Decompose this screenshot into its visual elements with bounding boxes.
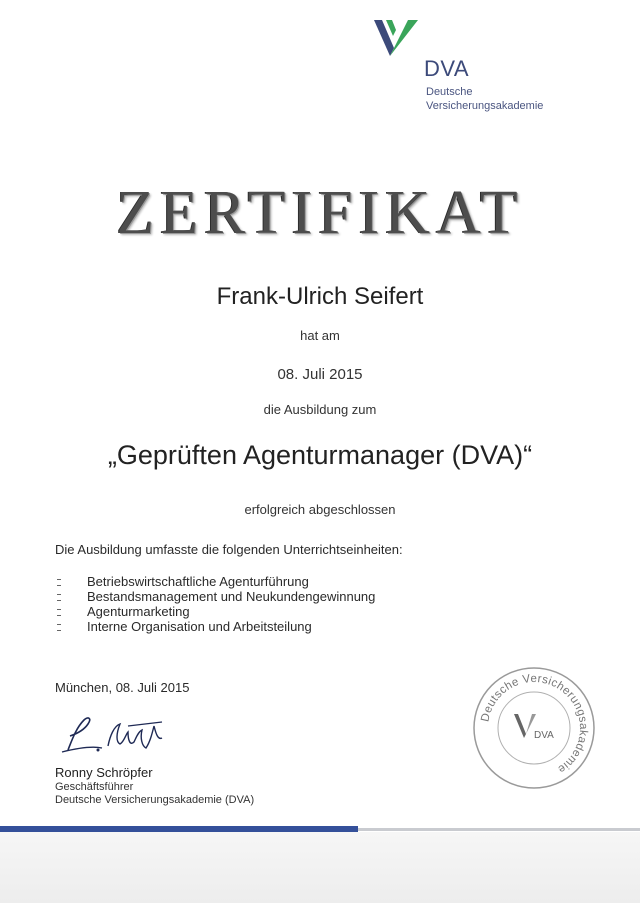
units-list	[55, 574, 375, 634]
footer-rule-gray	[358, 828, 640, 831]
bullet-icon	[57, 624, 61, 631]
unit-label: Betriebswirtschaftliche Agenturführung	[87, 574, 309, 589]
signer-role: Geschäftsführer	[55, 781, 134, 793]
logo-name: DVA	[424, 56, 470, 81]
bullet-icon	[57, 579, 61, 586]
phrase-ausbildung: die Ausbildung zum	[263, 402, 377, 417]
signer-organization: Deutsche Versicherungsakademie (DVA)	[55, 794, 255, 806]
recipient-name: Frank-Ulrich Seifert	[216, 283, 424, 310]
dva-logo	[372, 18, 562, 112]
place-date: München, 08. Juli 2015	[55, 680, 190, 695]
unit-label: Agenturmarketing	[87, 604, 190, 619]
list-item	[55, 589, 375, 604]
dva-v-logo-icon	[372, 18, 420, 60]
logo-subtitle-line1: Deutsche	[426, 86, 473, 98]
dva-stamp-seal	[470, 664, 598, 792]
stamp-center-text: DVA	[534, 730, 554, 741]
phrase-hat-am: hat am	[300, 328, 340, 343]
bullet-icon	[57, 594, 61, 601]
stamp-v-icon	[514, 714, 536, 738]
phrase-completed: erfolgreich abgeschlossen	[244, 502, 396, 517]
certificate-title: ZERTIFIKAT	[116, 179, 524, 247]
list-item	[55, 604, 375, 619]
signer-name: Ronny Schröpfer	[55, 765, 153, 780]
course-title: „Geprüften Agenturmanager (DVA)“	[107, 440, 533, 470]
list-item	[55, 574, 375, 589]
signature-image	[58, 712, 168, 762]
unit-label: Bestandsmanagement und Neukundengewinnung	[87, 589, 376, 604]
units-intro: Die Ausbildung umfasste die folgenden Unterrichtseinheiten:	[55, 542, 403, 557]
bullet-icon	[57, 609, 61, 616]
stamp-ring-text: Deutsche Versicherungsakademie	[479, 672, 590, 776]
footer-rule-blue	[0, 826, 358, 832]
footer-shade	[0, 832, 640, 903]
list-item	[55, 619, 375, 634]
unit-label: Interne Organisation und Arbeitsteilung	[87, 619, 312, 634]
svg-text:Deutsche Versicherungsakademie	[479, 673, 589, 775]
logo-subtitle-line2: Versicherungsakademie	[426, 100, 544, 112]
completion-date: 08. Juli 2015	[277, 366, 363, 383]
